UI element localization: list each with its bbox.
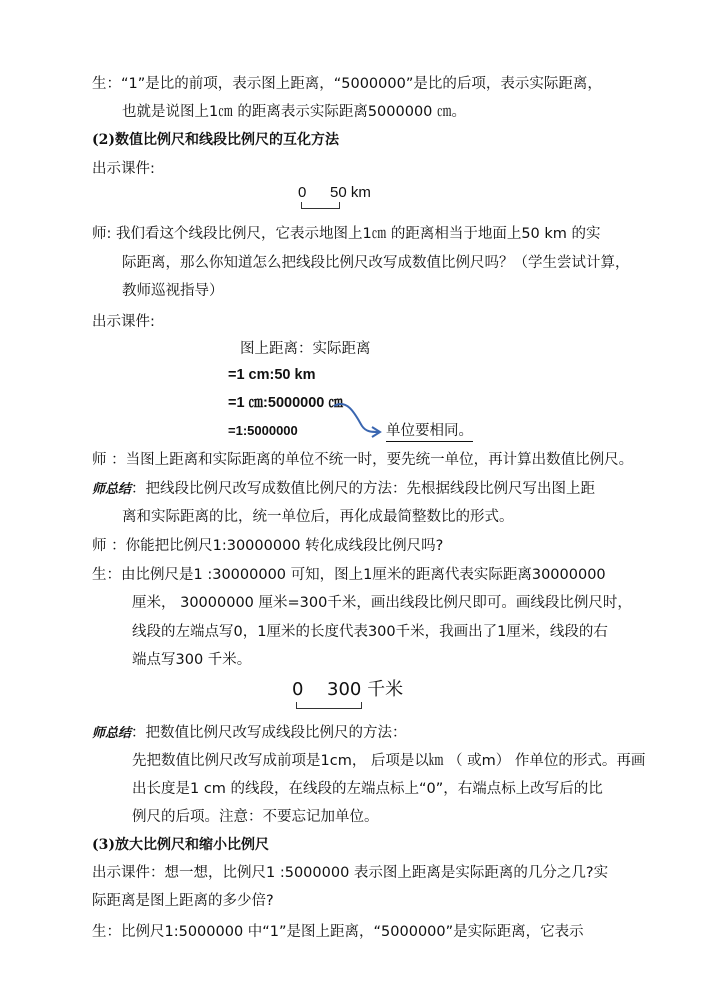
teacher-question: 师 ：你能把比例尺1:30000000 转化成线段比例尺吗? xyxy=(92,538,444,554)
student-answer-line: 生：由比例尺是1 :30000000 可知，图上1厘米的距离代表实际距离30000000 xyxy=(92,567,606,583)
teacher-question-line: 教师巡视指导） xyxy=(122,283,224,299)
line-scale-bar xyxy=(296,182,406,212)
show-courseware-label: 出示课件: xyxy=(92,314,155,330)
summary-line: 离和实际距离的比，统一单位后，再化成最简整数比的形式。 xyxy=(122,509,514,525)
student-answer-line: 生：比例尺1:5000000 中“1”是图上距离，“5000000”是实际距离，它表示 xyxy=(92,924,584,940)
scale-baseline xyxy=(301,208,340,209)
unit-note: 单位要相同。 xyxy=(386,422,473,442)
show-courseware-line: 出示课件：想一想，比例尺1 :5000000 表示图上距离是实际距离的几分之几?实 xyxy=(92,865,609,881)
section-title: (2)数值比例尺和线段比例尺的互化方法 xyxy=(92,132,339,148)
student-answer-line: 端点写300 千米。 xyxy=(132,652,252,668)
line-scale-bar xyxy=(290,676,440,712)
calc-step: =1 ㎝:5000000 ㎝ xyxy=(228,395,343,411)
calc-step: =1:5000000 xyxy=(228,423,298,438)
calc-step: =1 cm:50 km xyxy=(228,367,316,383)
student-answer-line: 也就是说图上1㎝ 的距离表示实际距离5000000 ㎝。 xyxy=(122,104,467,120)
scale-zero-label: 0 xyxy=(292,679,304,700)
student-answer-line: 厘米， 30000000 厘米=300千米，画出线段比例尺即可。画线段比例尺时， xyxy=(132,595,632,611)
summary-label: 师总结 xyxy=(92,482,132,497)
teacher-question-line: 师: 我们看这个线段比例尺，它表示地图上1㎝ 的距离相当于地面上50 km 的实 xyxy=(92,226,601,242)
scale-value-label: 50 km xyxy=(330,184,371,201)
ratio-header: 图上距离：实际距离 xyxy=(240,341,371,357)
show-courseware-label: 出示课件: xyxy=(92,161,155,177)
summary-line xyxy=(92,478,595,501)
summary-line: 出长度是1 cm 的线段，在线段的左端点标上“0”，右端点标上改写后的比 xyxy=(132,781,603,797)
student-answer-line: 线段的左端点写0，1厘米的长度代表300千米，我画出了1厘米，线段的右 xyxy=(132,624,608,640)
summary-line: 例尺的后项。注意：不要忘记加单位。 xyxy=(132,809,379,825)
scale-baseline xyxy=(296,708,362,709)
student-answer-line: 生：“1”是比的前项，表示图上距离，“5000000”是比的后项，表示实际距离， xyxy=(92,76,602,92)
section-title: (3)放大比例尺和缩小比例尺 xyxy=(92,837,269,853)
summary-label: 师总结 xyxy=(92,726,132,741)
scale-zero-label: 0 xyxy=(298,184,307,201)
curved-arrow-icon xyxy=(330,400,386,440)
summary-text: ：把数值比例尺改写成线段比例尺的方法： xyxy=(131,725,407,741)
teacher-statement: 师 ：当图上距离和实际距离的单位不统一时，要先统一单位，再计算出数值比例尺。 xyxy=(92,452,634,468)
summary-line xyxy=(92,722,407,745)
show-courseware-line: 际距离是图上距离的多少倍? xyxy=(92,893,274,909)
summary-line: 先把数值比例尺改写成前项是1cm， 后项是以㎞ （ 或m） 作单位的形式。再画 xyxy=(132,753,646,769)
teacher-question-line: 际距离，那么你知道怎么把线段比例尺改写成数值比例尺吗？（学生尝试计算， xyxy=(122,255,630,271)
scale-value-label: 300 千米 xyxy=(327,679,404,700)
summary-text: ：把线段比例尺改写成数值比例尺的方法：先根据线段比例尺写出图上距 xyxy=(131,481,596,497)
